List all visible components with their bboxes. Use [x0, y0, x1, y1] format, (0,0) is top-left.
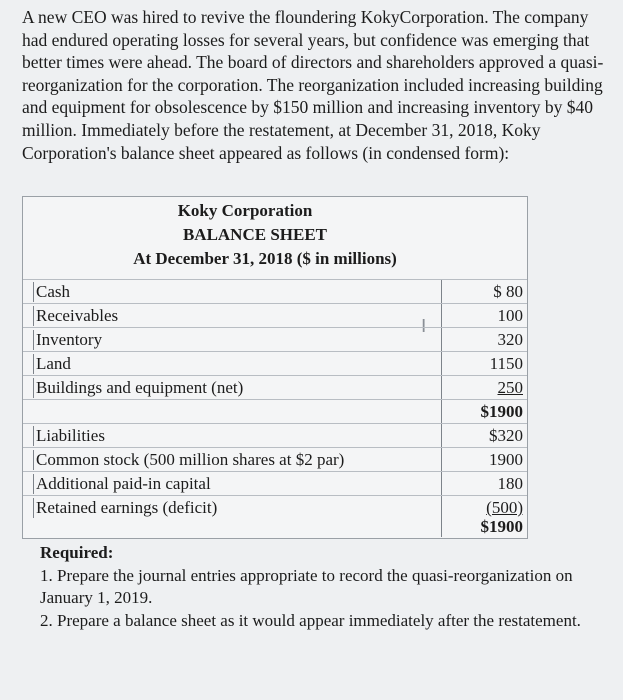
row-label: Inventory — [33, 330, 102, 350]
company-name: Koky Corporation — [177, 201, 313, 220]
table-row-total — [23, 515, 527, 539]
table-row — [23, 351, 527, 376]
statement-title: BALANCE SHEET — [182, 225, 328, 244]
required-item-1: 1. Prepare the journal entries appropriate to record the quasi-reorganization on January 1, 2019. — [40, 565, 573, 607]
row-value: (500) — [486, 498, 523, 517]
row-label: Buildings and equipment (net) — [33, 378, 243, 398]
table-row — [23, 303, 527, 328]
assets-total: $1900 — [480, 402, 523, 421]
table-row — [23, 375, 527, 400]
problem-intro — [22, 6, 612, 164]
table-row — [23, 279, 527, 304]
liabilities-equity-total: $1900 — [480, 517, 523, 536]
row-label: Additional paid-in capital — [33, 474, 211, 494]
required-item-2: 2. Prepare a balance sheet as it would appear immediately after the restatement. — [40, 610, 581, 630]
row-label: Land — [33, 354, 71, 374]
table-row — [23, 471, 527, 496]
table-row — [23, 447, 527, 472]
row-value: 1150 — [489, 354, 523, 373]
table-row-total — [23, 399, 527, 424]
row-label: Liabilities — [33, 426, 105, 446]
row-label: Common stock (500 million shares at $2 par) — [33, 450, 344, 470]
row-value: 250 — [497, 378, 523, 397]
row-value: 320 — [497, 330, 523, 349]
text-cursor-icon: I — [421, 316, 427, 337]
row-value: $320 — [489, 426, 523, 445]
row-label: Retained earnings (deficit) — [33, 498, 217, 518]
row-value: 1900 — [489, 450, 523, 469]
table-row — [23, 423, 527, 448]
row-label: Receivables — [33, 306, 118, 326]
row-value: 100 — [497, 306, 523, 325]
row-value: $ 80 — [493, 282, 523, 301]
row-label: Cash — [33, 282, 70, 302]
required-heading: Required: — [40, 543, 114, 562]
row-value: 180 — [497, 474, 523, 493]
table-row — [23, 327, 527, 352]
statement-date: At December 31, 2018 ($ in millions) — [133, 249, 397, 268]
balance-sheet-table — [22, 196, 528, 539]
required-section — [40, 542, 600, 632]
intro-paragraph: A new CEO was hired to revive the floundering KokyCorporation. The company had endured operating losses for several years, but confidence was emerging that better times were ahead. The board of directors and shareholders approved a quasi-reorganization for the corporation. The reorganization included increasing building and equipment for obsolescence by $150 million and increasing inventory by $40 million. Immediately before the restatement, at December 31, 2018, Koky Corporation's balance sheet appeared as follows (in condensed form): — [22, 7, 604, 163]
